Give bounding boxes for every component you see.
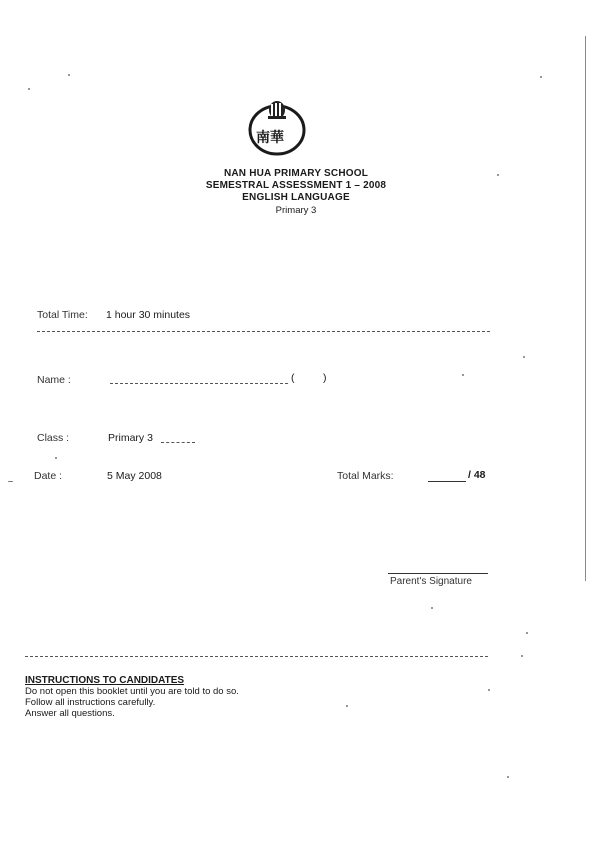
date-label: Date : (34, 470, 63, 482)
scan-speck (488, 689, 490, 691)
class-blank-line[interactable] (161, 442, 195, 443)
level-title: Primary 3 (275, 205, 317, 216)
name-label: Name : (37, 374, 71, 386)
register-number-open-paren: ( (291, 372, 295, 384)
class-value: Primary 3 (108, 432, 153, 444)
scan-speck (521, 655, 523, 657)
instructions-block (25, 675, 239, 719)
scan-edge-line (585, 36, 586, 581)
subject-title: ENGLISH LANGUAGE (242, 192, 350, 203)
total-marks-value: / 48 (468, 469, 486, 481)
crest-chinese-text: 南華 (256, 130, 284, 146)
scan-speck (462, 374, 464, 376)
signature-line[interactable] (388, 573, 488, 574)
instruction-line: Follow all instructions carefully. (25, 697, 156, 708)
scan-speck (526, 632, 528, 634)
register-number-close-paren: ) (323, 372, 327, 384)
parent-signature-label: Parent's Signature (390, 576, 472, 587)
instruction-line: Do not open this booklet until you are told to do so. (25, 686, 239, 697)
total-time-label: Total Time: (37, 309, 88, 321)
marks-blank-line[interactable] (428, 481, 466, 482)
class-label: Class : (37, 432, 70, 444)
total-marks-label: Total Marks: (337, 470, 394, 482)
divider-line (25, 656, 488, 657)
scan-speck (28, 88, 30, 90)
scan-speck (8, 481, 13, 482)
scan-speck (540, 76, 542, 78)
name-blank-line[interactable] (110, 383, 288, 384)
assessment-title: SEMESTRAL ASSESSMENT 1 – 2008 (205, 180, 387, 191)
total-time-value: 1 hour 30 minutes (106, 309, 191, 321)
scan-speck (346, 705, 348, 707)
scan-speck (55, 457, 57, 459)
scan-speck (523, 356, 525, 358)
scan-speck (68, 74, 70, 76)
instruction-line: Answer all questions. (25, 708, 115, 719)
date-value: 5 May 2008 (107, 470, 162, 482)
scan-speck (431, 607, 433, 609)
scan-speck (507, 776, 509, 778)
school-name: NAN HUA PRIMARY SCHOOL (223, 168, 369, 179)
school-crest-logo (244, 98, 310, 158)
instructions-title: INSTRUCTIONS TO CANDIDATES (25, 675, 185, 686)
divider-line (37, 331, 490, 332)
